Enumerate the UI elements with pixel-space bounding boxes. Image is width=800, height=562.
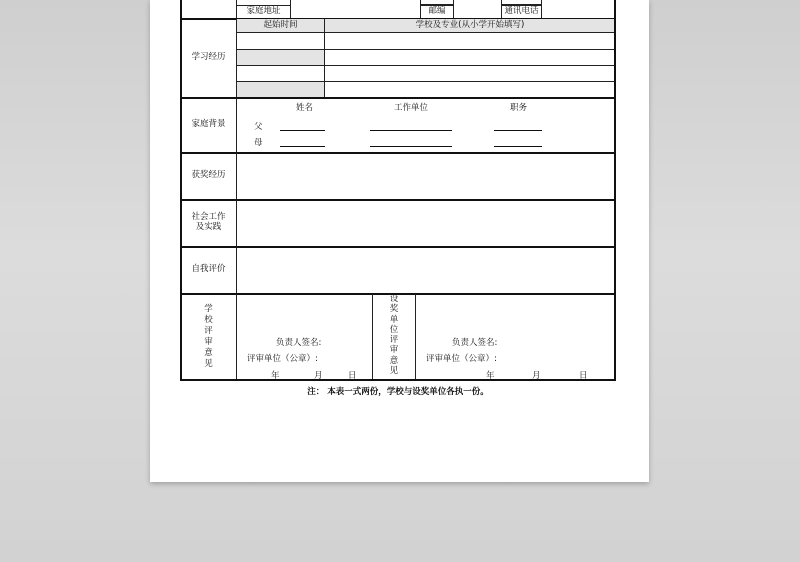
family-col-work-unit: 工作单位 [394, 103, 429, 113]
phone-label: 通讯电话 [502, 5, 542, 19]
education-section-label: 学习经历 [180, 19, 237, 98]
school-review-char: 审 [204, 337, 213, 347]
school-review-char: 见 [204, 359, 213, 369]
award-unit-review-char: 审 [389, 345, 399, 356]
school-month-label: 月 [314, 371, 323, 381]
award-unit-review-vertical-label [390, 294, 399, 376]
phone-upper-blank [502, 0, 542, 5]
col-school-major-header: 学校及专业(从小学开始填写) [325, 19, 616, 33]
education-school-cell[interactable] [325, 82, 616, 98]
award-unit-review-char: 意 [389, 355, 399, 366]
education-time-cell[interactable] [237, 82, 325, 98]
awards-content-cell[interactable] [237, 153, 616, 200]
education-school-cell[interactable] [325, 50, 616, 66]
footnote: 注： 本表一式两份，学校与设奖单位各执一份。 [307, 387, 489, 397]
postcode-value-cell[interactable] [454, 0, 502, 19]
address-value-cell[interactable] [291, 0, 421, 19]
award-unit-signature-label: 负责人签名: [452, 338, 498, 348]
father-work-line[interactable] [370, 130, 452, 131]
education-time-cell[interactable] [237, 66, 325, 82]
school-review-char: 校 [204, 315, 213, 325]
father-name-line[interactable] [280, 130, 325, 131]
award-unit-review-char: 位 [389, 324, 399, 335]
award-unit-month-label: 月 [532, 371, 541, 381]
family-row-mother: 母 [254, 138, 263, 148]
awards-section-label: 获奖经历 [180, 153, 237, 200]
postcode-upper-blank [421, 0, 454, 5]
family-col-name: 姓名 [296, 103, 314, 113]
education-school-cell[interactable] [325, 33, 616, 50]
award-unit-year-label: 年 [486, 371, 495, 381]
award-unit-day-label: 日 [579, 371, 588, 381]
social-content-cell[interactable] [237, 200, 616, 247]
award-unit-review-char: 设 [389, 294, 399, 304]
award-unit-review-content-cell[interactable] [416, 294, 616, 381]
father-position-line[interactable] [494, 130, 542, 131]
application-form-table [180, 0, 616, 381]
award-unit-review-char: 见 [389, 366, 399, 377]
mother-position-line[interactable] [494, 146, 542, 147]
social-label-line2: 及实践 [195, 222, 222, 232]
education-time-cell[interactable] [237, 33, 325, 50]
award-unit-unit-label: 评审单位（公章）: [426, 354, 497, 364]
school-review-char: 学 [204, 304, 213, 314]
school-unit-label: 评审单位（公章）: [247, 354, 318, 364]
school-day-label: 日 [348, 371, 357, 381]
top-left-blank [180, 0, 237, 19]
phone-value-cell[interactable] [542, 0, 616, 19]
social-section-label [180, 200, 237, 247]
family-row-father: 父 [254, 122, 263, 132]
mother-work-line[interactable] [370, 146, 452, 147]
social-label-line1: 社会工作 [191, 212, 226, 223]
school-year-label: 年 [271, 371, 280, 381]
col-start-time-header: 起始时间 [237, 19, 325, 33]
self-eval-section-label: 自我评价 [180, 247, 237, 294]
postcode-label: 邮编 [421, 5, 454, 19]
school-review-char: 意 [204, 348, 213, 358]
school-review-char: 评 [204, 326, 213, 336]
school-review-vertical-label [204, 304, 213, 370]
school-review-label-cell [180, 294, 237, 381]
award-unit-review-char: 奖 [389, 304, 399, 315]
education-time-cell[interactable] [237, 50, 325, 66]
address-label: 家庭地址 [237, 5, 291, 19]
education-school-cell[interactable] [325, 66, 616, 82]
family-col-position: 职务 [510, 103, 528, 113]
award-unit-review-label-cell [373, 294, 416, 381]
family-section-label: 家庭背景 [180, 98, 237, 153]
award-unit-review-char: 评 [389, 335, 399, 346]
award-unit-review-char: 单 [389, 314, 399, 325]
self-eval-content-cell[interactable] [237, 247, 616, 294]
mother-name-line[interactable] [280, 146, 325, 147]
school-signature-label: 负责人签名: [276, 338, 322, 348]
